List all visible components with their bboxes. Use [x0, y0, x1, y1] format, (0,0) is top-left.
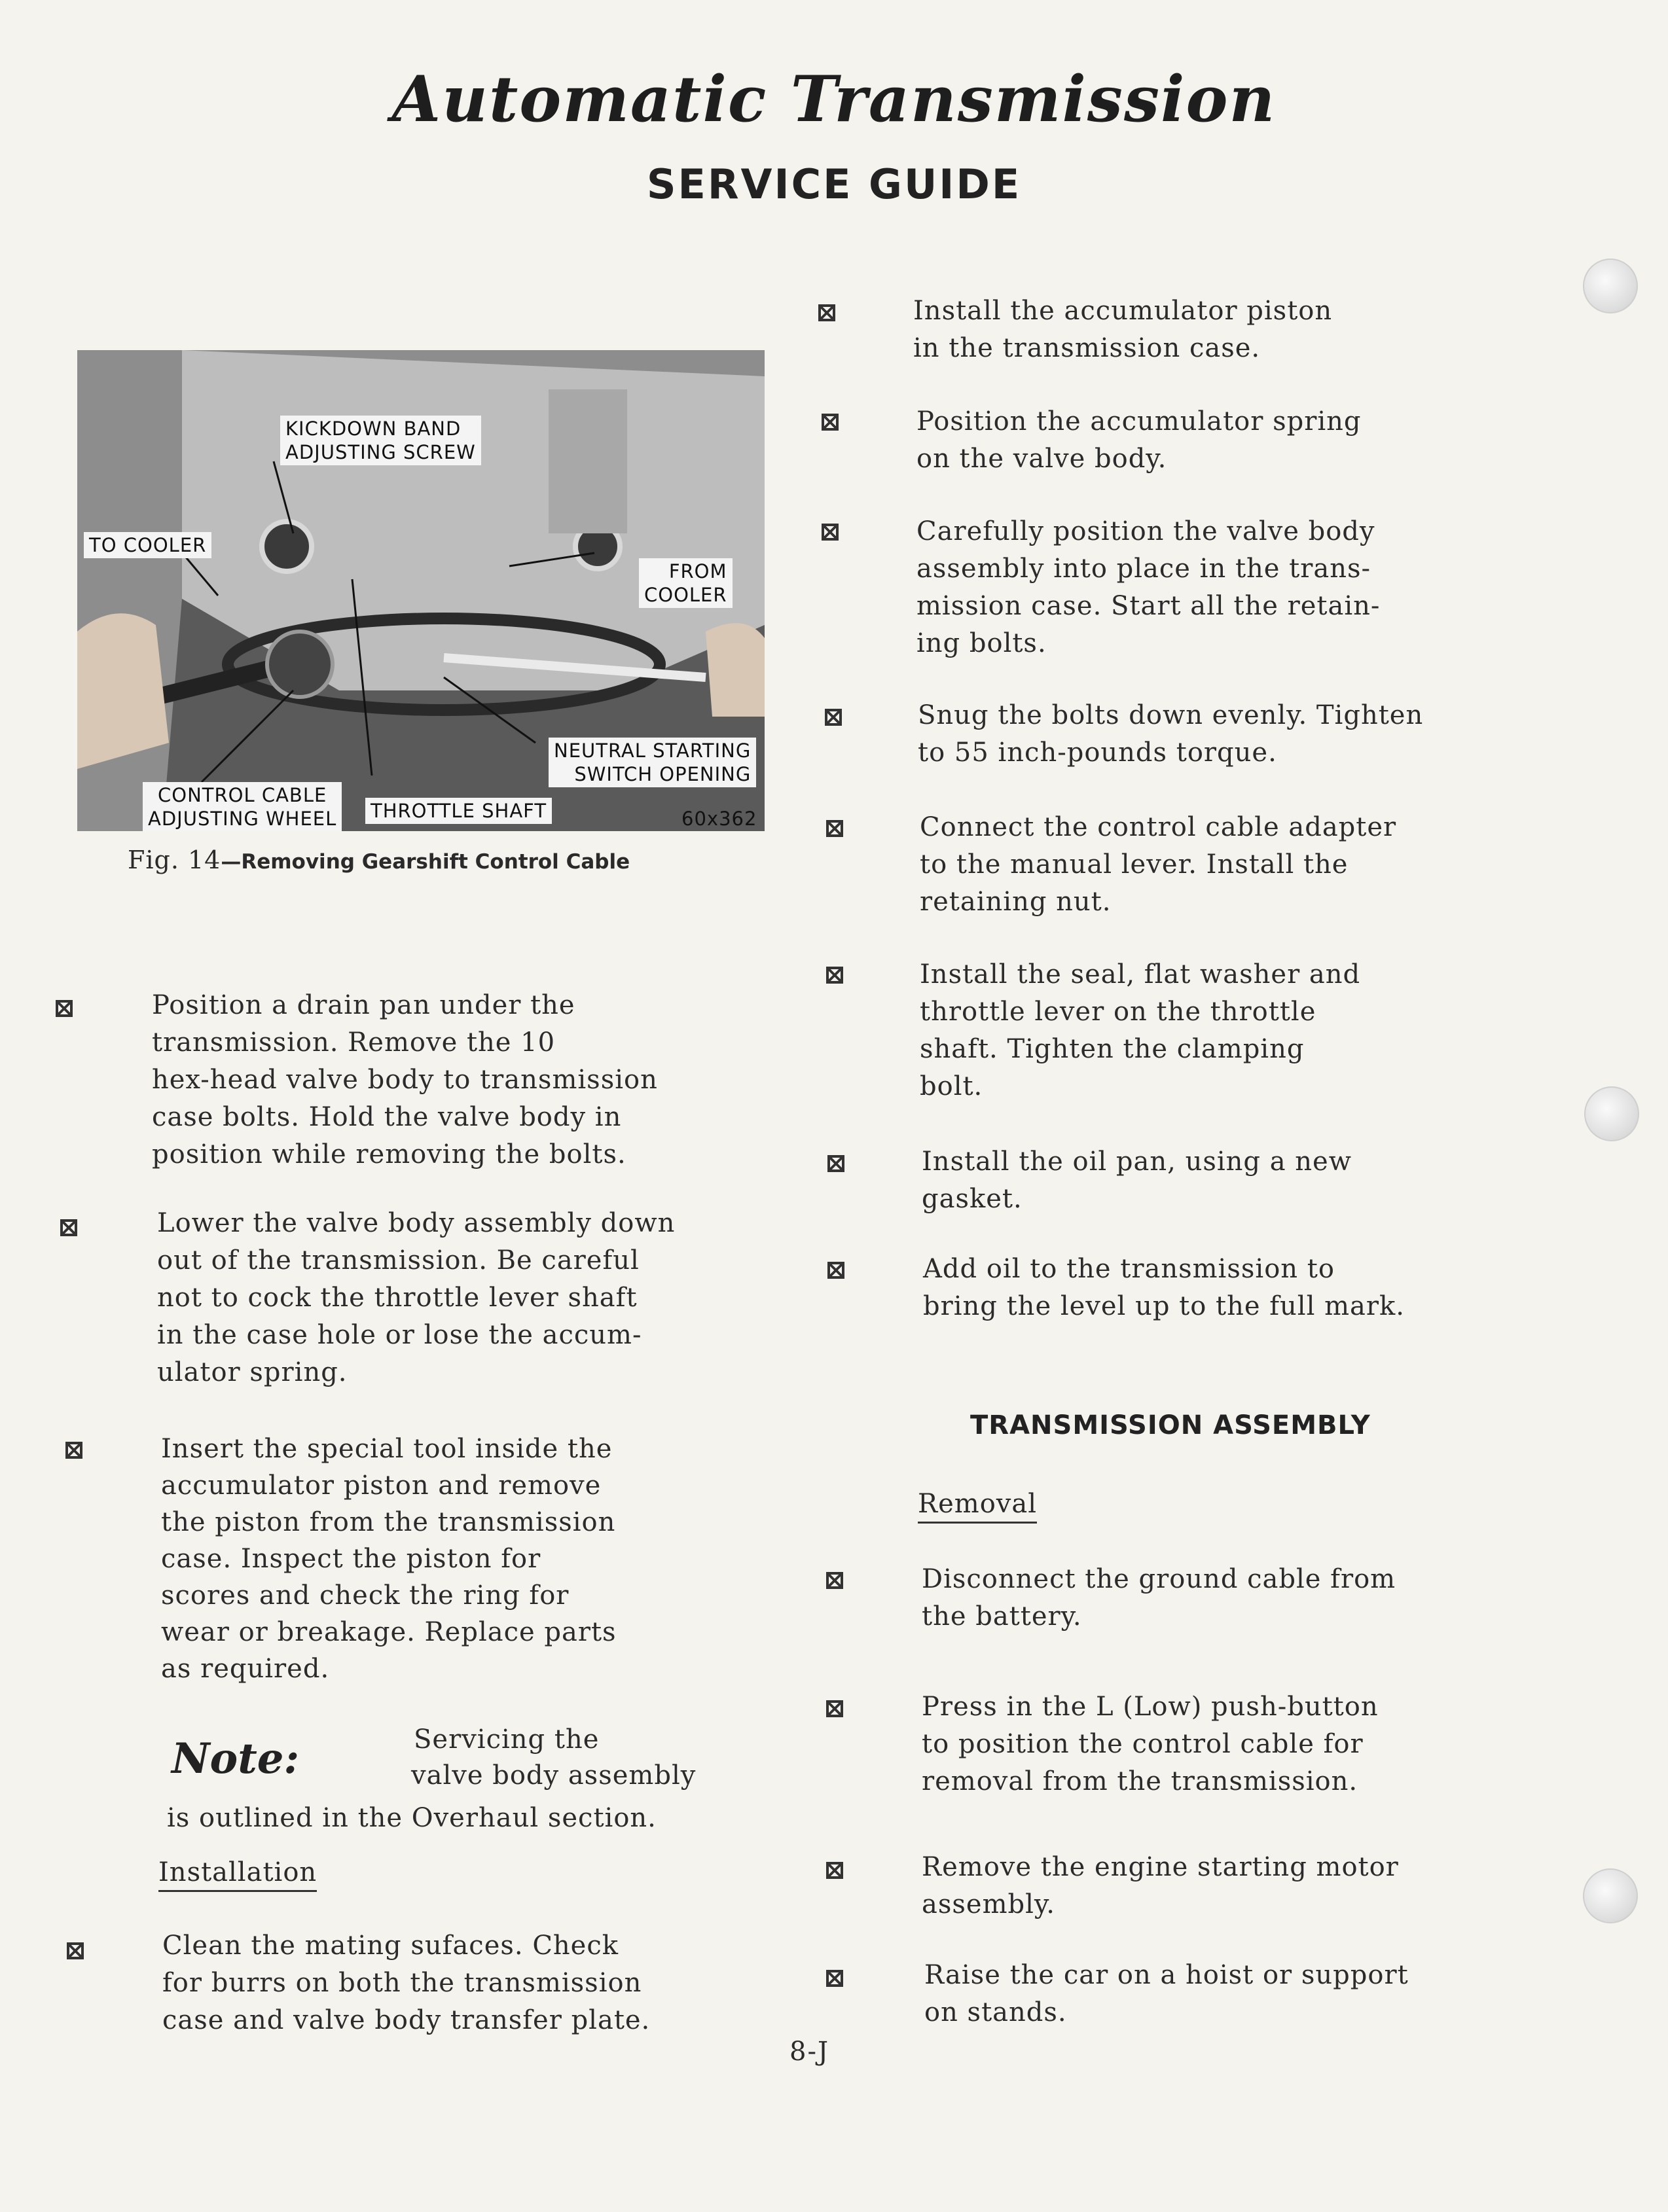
checkbox-icon — [60, 1219, 77, 1236]
label-to-cooler: TO COOLER — [84, 532, 211, 558]
figure-ref-number: 60x362 — [681, 808, 757, 830]
removal-step-3: Remove the engine starting motor assembly. — [922, 1852, 1399, 1919]
left-step-1: Position a drain pan under the transmission. Remove the 10 hex-head valve body to transmission case bolts. Hold the valve body in position while removing the bolts. — [152, 990, 658, 1169]
checkbox-icon — [827, 1155, 844, 1172]
transmission-assembly-heading: TRANSMISSION ASSEMBLY — [970, 1410, 1371, 1440]
checkbox-icon — [65, 1442, 82, 1459]
right-step-1: Install the accumulator piston in the transmission case. — [913, 296, 1333, 363]
figure-caption: Fig. 14—Removing Gearshift Control Cable — [128, 846, 630, 874]
page-number: 8-J — [789, 2037, 829, 2067]
label-from-cooler: FROM COOLER — [639, 558, 733, 608]
checkbox-icon — [826, 1700, 843, 1717]
left-step-2: Lower the valve body assembly down out of the transmission. Be careful not to cock the throttle lever shaft in the case hole or lose the accum- ulator spring. — [157, 1208, 676, 1387]
label-neutral-switch: NEUTRAL STARTING SWITCH OPENING — [549, 738, 756, 787]
right-step-6: Install the seal, flat washer and throttle lever on the throttle shaft. Tighten the clamping bolt. — [920, 959, 1361, 1101]
removal-step-2: Press in the L (Low) push-button to position the control cable for removal from the transmission. — [922, 1692, 1379, 1796]
figure-caption-text: Removing Gearshift Control Cable — [241, 850, 630, 874]
right-step-4: Snug the bolts down evenly. Tighten to 55 inch-pounds torque. — [918, 700, 1424, 768]
checkbox-icon — [826, 1862, 843, 1879]
transmission-photo — [77, 350, 765, 831]
installation-step: Clean the mating sufaces. Check for burrs on both the transmission case and valve body transfer plate. — [162, 1931, 651, 2035]
binder-hole — [1583, 1868, 1638, 1923]
right-step-3: Carefully position the valve body assembly into place in the trans- mission case. Start all the retain- ing bolts. — [916, 516, 1381, 658]
removal-step-4: Raise the car on a hoist or support on stands. — [924, 1960, 1409, 2027]
page-subtitle: SERVICE GUIDE — [646, 160, 1022, 208]
checkbox-icon — [825, 709, 842, 726]
checkbox-icon — [826, 967, 843, 984]
label-kickdown-band: KICKDOWN BAND ADJUSTING SCREW — [280, 416, 481, 465]
right-step-2: Position the accumulator spring on the valve body. — [916, 406, 1362, 474]
left-step-3: Insert the special tool inside the accumulator piston and remove the piston from the transmission case. Inspect the piston for scores and check the ring for wear or breakage. Replace parts as required. — [161, 1434, 617, 1684]
note-text-1: Servicing the — [414, 1724, 600, 1755]
checkbox-icon — [818, 304, 835, 321]
right-step-8: Add oil to the transmission to bring the level up to the full mark. — [923, 1254, 1405, 1321]
removal-step-1: Disconnect the ground cable from the battery. — [922, 1564, 1396, 1632]
removal-heading: Removal — [918, 1489, 1037, 1524]
binder-hole — [1583, 259, 1638, 313]
label-throttle-shaft: THROTTLE SHAFT — [365, 798, 552, 824]
checkbox-icon — [822, 524, 839, 541]
note-text-3: is outlined in the Overhaul section. — [167, 1803, 657, 1833]
checkbox-icon — [827, 1262, 844, 1279]
installation-heading: Installation — [158, 1857, 317, 1892]
binder-hole — [1584, 1086, 1639, 1141]
checkbox-icon — [826, 1572, 843, 1589]
right-step-5: Connect the control cable adapter to the manual lever. Install the retaining nut. — [920, 812, 1397, 917]
checkbox-icon — [826, 1970, 843, 1987]
note-label: Note: — [172, 1734, 300, 1783]
right-step-7: Install the oil pan, using a new gasket. — [922, 1147, 1352, 1214]
label-control-cable: CONTROL CABLE ADJUSTING WHEEL — [143, 782, 342, 831]
figure-caption-prefix: Fig. 14 — [128, 846, 221, 874]
checkbox-icon — [822, 414, 839, 431]
note-text-2: valve body assembly — [411, 1760, 697, 1791]
checkbox-icon — [67, 1942, 84, 1959]
page-title: Automatic Transmission — [391, 62, 1277, 136]
checkbox-icon — [826, 820, 843, 837]
checkbox-icon — [56, 1000, 73, 1017]
